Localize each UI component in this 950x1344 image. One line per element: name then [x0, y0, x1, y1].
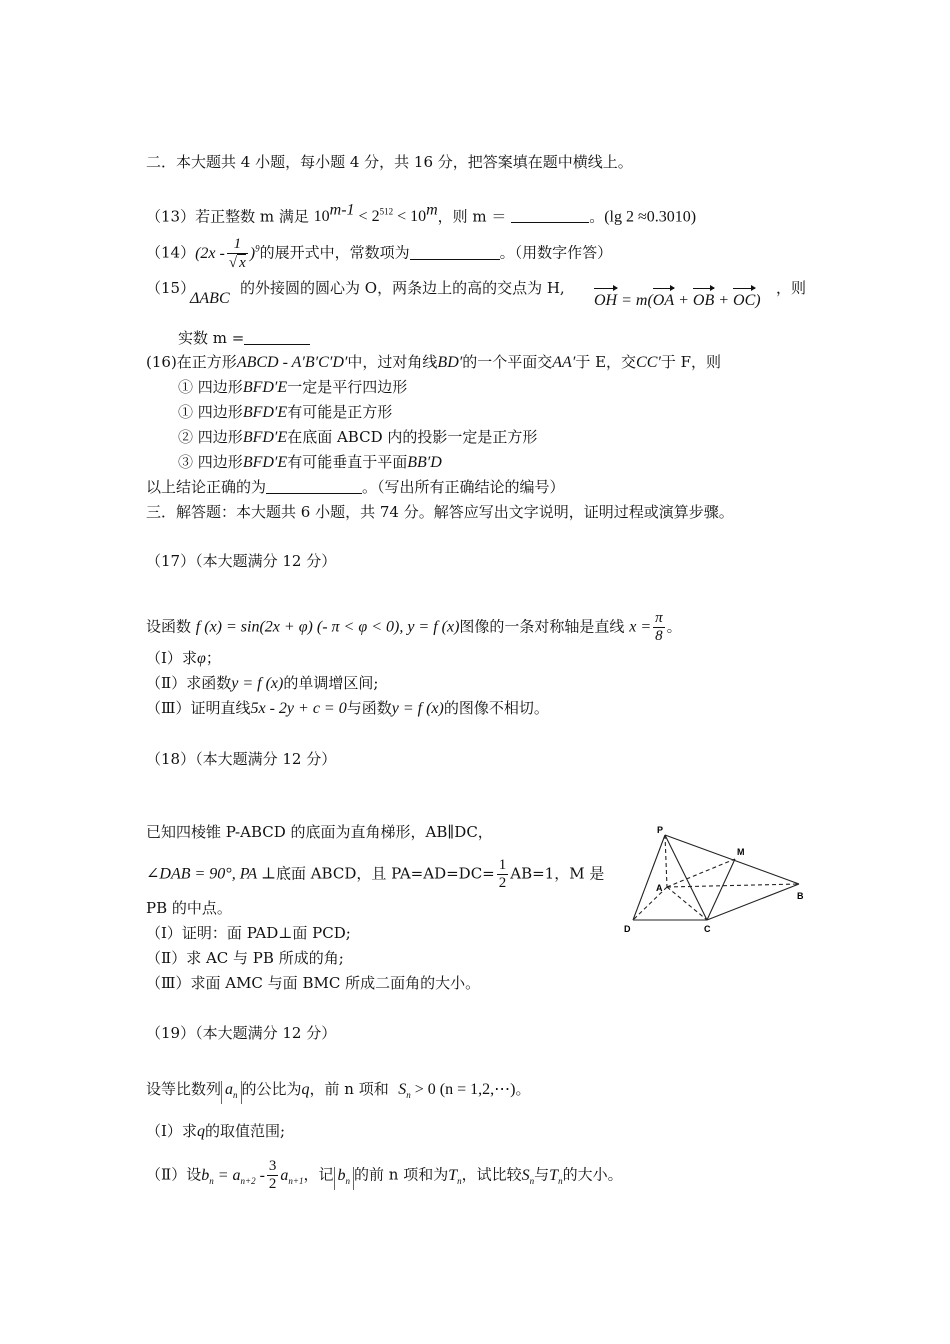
- q15-number: （15）: [146, 279, 196, 297]
- q13-text-2: ，则 m ＝: [437, 207, 507, 226]
- q14-binomial: (2x - $\frac{1}{√ x}$ )$^9$: [195, 236, 260, 271]
- q17-part-3: （Ⅲ）证明直线5x - 2y + c = 0与函数y = f (x)的图像不相切。: [146, 699, 549, 717]
- label-M: M: [737, 847, 745, 857]
- q15-line-2: 实数 m =: [178, 328, 310, 348]
- question-15: [146, 278, 195, 298]
- q13-inequality: $10^{m-1} < 2^{512} < 10^m$: [313, 202, 438, 226]
- label-D: D: [624, 924, 631, 934]
- question-16: (16)在正方形ABCD - A′B′C′D′中，过对角线BD′的一个平面交AA′于 E，交CC′于 F，则: [146, 353, 722, 371]
- q15-text: 的外接圆的圆心为 O，两条边上的高的交点为 H,: [240, 279, 565, 297]
- edge-PD: [633, 835, 665, 920]
- question-14: （14）(2x - $\frac{1}{√ x}$ )$^9$的展开式中，常数项为 。（用数字作答）: [146, 236, 613, 271]
- q16-cube: ABCD - A′B′C′D′: [236, 354, 348, 371]
- q17-part-2: （Ⅱ）求函数y = f (x)的单调增区间;: [146, 674, 379, 692]
- q18-line-3: PB 的中点。: [146, 899, 232, 917]
- q16-option-3: ② 四边形BFD′E在底面 ABCD 内的投影一定是正方形: [178, 428, 538, 446]
- q13-answer-blank[interactable]: [511, 222, 589, 223]
- q16-number: (16): [146, 353, 177, 371]
- edge-AC: [667, 887, 707, 920]
- section-3-heading: 三．解答题：本大题共 6 小题，共 74 分。解答应写出文字说明，证明过程或演算步骤。: [146, 503, 734, 521]
- q17-title: （17）（本大题满分 12 分）: [146, 552, 337, 570]
- q16-option-2: ① 四边形BFD′E有可能是正方形: [178, 403, 393, 421]
- q18-title: （18）（本大题满分 12 分）: [146, 750, 337, 768]
- q15-answer-blank[interactable]: [244, 344, 310, 345]
- q16-conclusion: 以上结论正确的为 。（写出所有正确结论的编号）: [146, 478, 565, 496]
- q15-vector-equation: OH = m(OA + OB + OC): [594, 292, 761, 309]
- q18-part-1: （Ⅰ）证明：面 PAD⊥面 PCD;: [146, 924, 351, 942]
- q16-option-4: ③ 四边形BFD′E有可能垂直于平面BB′D: [178, 453, 442, 471]
- q13-hint: (lg 2 ≈0.3010): [604, 208, 697, 226]
- q15-triangle: ΔABC: [190, 290, 230, 307]
- q19-part-2: （Ⅱ）设$b_n = a_{n+2}$ - $\frac{3}{2}$ $a_{n+1}$，记 $b_n$ 的前 n 项和为$T_n$，试比较$S_n$与$T_n$的大小。: [146, 1158, 623, 1192]
- q18-part-3: （Ⅲ）求面 AMC 与面 BMC 所成二面角的大小。: [146, 974, 481, 992]
- edge-AM: [667, 859, 735, 887]
- q18-line-2: ∠DAB = 90°, PA ⊥底面 ABCD，且 PA=AD=DC= $\frac{1}{2}$ AB=1，M 是: [146, 857, 605, 891]
- q18-part-2: （Ⅱ）求 AC 与 PB 所成的角;: [146, 949, 344, 967]
- section-2-heading: 二．本大题共 4 小题，每小题 4 分，共 16 分，把答案填在题中横线上。: [146, 153, 633, 171]
- q18-line-1: 已知四棱锥 P-ABCD 的底面为直角梯形，AB∥DC，: [146, 823, 493, 841]
- q14-number: （14）: [146, 243, 196, 262]
- q19-part-1: （Ⅰ）求q的取值范围;: [146, 1122, 286, 1140]
- edge-PA: [665, 835, 667, 887]
- q19-title: （19）（本大题满分 12 分）: [146, 1024, 337, 1042]
- label-B: B: [797, 891, 804, 901]
- q14-answer-blank[interactable]: [410, 259, 500, 260]
- q17-part-1: （Ⅰ）求φ；: [146, 649, 221, 667]
- question-13: （13）若正整数 m 满足 $10^{m-1} < 2^{512} < 10^m$，则 m ＝ 。(lg 2 ≈0.3010): [146, 202, 697, 226]
- q17-statement: 设函数 f (x) = sin(2x + φ) (- π < φ < 0), y = f (x)图像的一条对称轴是直线 x = $\frac{\pi}{8}$ 。: [146, 610, 682, 644]
- q13-text: 若正整数 m 满足: [195, 207, 309, 226]
- label-A: A: [656, 883, 663, 893]
- label-C: C: [704, 924, 711, 934]
- q16-answer-blank[interactable]: [266, 493, 362, 494]
- label-P: P: [657, 825, 664, 835]
- pyramid-figure: [615, 820, 815, 940]
- edge-AB: [667, 884, 799, 887]
- q15-text-2: ，则: [776, 279, 807, 297]
- q19-statement: 设等比数列 $a_n$ 的公比为q，前 n 项和 $S_n > 0$ (n = 1,2,⋯)。: [146, 1079, 531, 1105]
- q13-number: （13）: [146, 207, 196, 226]
- q16-option-1: ① 四边形BFD′E一定是平行四边形: [178, 378, 408, 396]
